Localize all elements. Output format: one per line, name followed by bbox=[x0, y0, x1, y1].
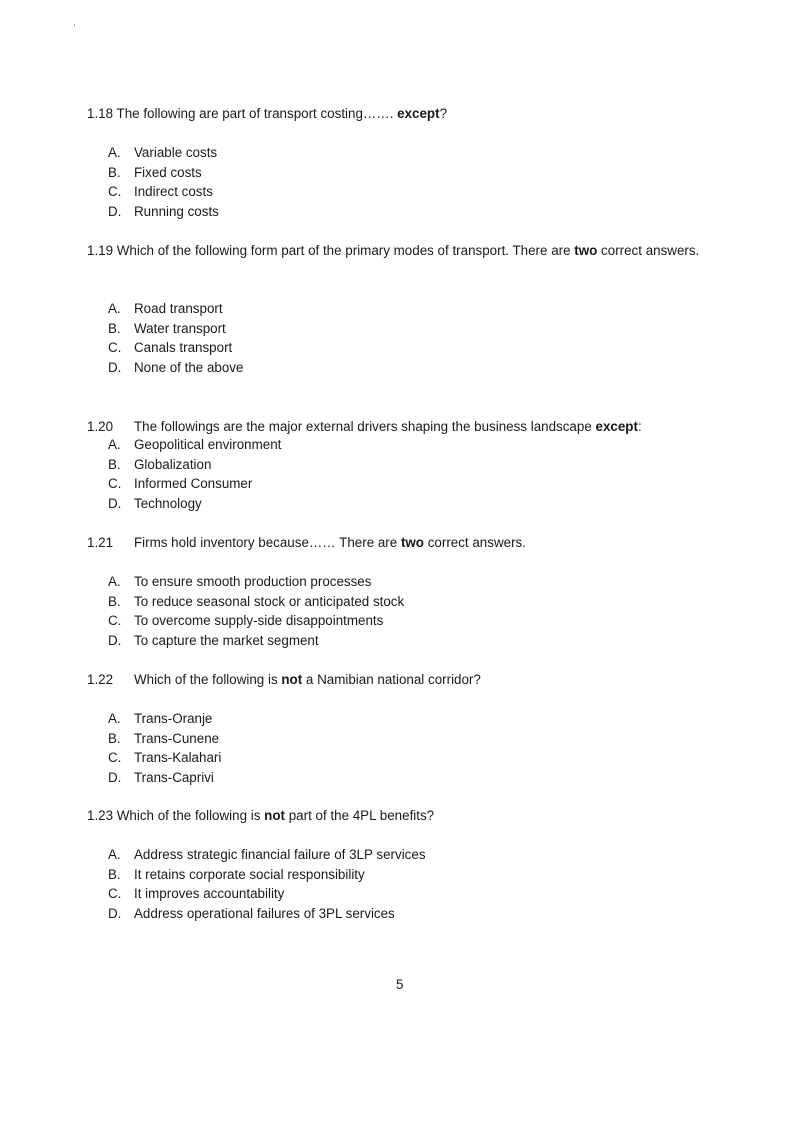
option-text: Informed Consumer bbox=[134, 476, 253, 491]
question-text: Which of the following is bbox=[134, 672, 282, 687]
option-item bbox=[108, 202, 219, 222]
option-letter: C. bbox=[108, 476, 122, 491]
question-1-20 bbox=[87, 417, 723, 437]
option-letter: B. bbox=[108, 866, 121, 882]
option-item bbox=[108, 865, 426, 885]
option-letter: B. bbox=[108, 320, 121, 336]
question-text: Firms hold inventory because…… There are bbox=[134, 535, 401, 550]
question-emphasis: two bbox=[574, 243, 598, 258]
option-list bbox=[108, 572, 404, 650]
option-letter: B. bbox=[108, 164, 121, 180]
option-text: To reduce seasonal stock or anticipated stock bbox=[134, 593, 405, 609]
option-letter: C. bbox=[108, 184, 122, 199]
option-item bbox=[108, 474, 281, 494]
option-text: It retains corporate social responsibility bbox=[134, 866, 365, 882]
option-text: Technology bbox=[134, 495, 202, 511]
option-item bbox=[108, 592, 404, 612]
option-list bbox=[108, 709, 221, 787]
question-number: 1.18 bbox=[87, 106, 114, 121]
question-text: ? bbox=[439, 106, 448, 121]
option-item bbox=[108, 709, 221, 729]
option-text: Trans-Kalahari bbox=[134, 750, 222, 765]
option-letter: B. bbox=[108, 456, 121, 472]
option-item bbox=[108, 299, 243, 319]
option-item bbox=[108, 845, 426, 865]
question-text: : bbox=[637, 419, 642, 434]
option-letter: D. bbox=[108, 203, 122, 219]
question-number: 1.22 bbox=[87, 672, 114, 687]
question-text: The following are part of transport costing……. bbox=[116, 106, 398, 121]
option-letter: C. bbox=[108, 340, 122, 355]
question-text: part of the 4PL benefits? bbox=[285, 808, 435, 823]
option-item bbox=[108, 748, 221, 768]
question-1-23 bbox=[87, 806, 723, 826]
option-text: Running costs bbox=[134, 203, 219, 219]
option-text: To ensure smooth production processes bbox=[134, 574, 372, 589]
option-letter: A. bbox=[108, 437, 121, 452]
option-letter: B. bbox=[108, 730, 121, 746]
option-letter: D. bbox=[108, 495, 122, 511]
question-text: correct answers. bbox=[424, 535, 526, 550]
option-letter: A. bbox=[108, 301, 121, 316]
question-emphasis: except bbox=[595, 419, 638, 434]
option-letter: A. bbox=[108, 847, 121, 862]
option-text: To capture the market segment bbox=[134, 632, 319, 648]
option-text: Trans-Caprivi bbox=[134, 769, 214, 785]
question-1-22 bbox=[87, 670, 723, 690]
option-text: Water transport bbox=[134, 320, 226, 336]
option-letter: C. bbox=[108, 750, 122, 765]
option-item bbox=[108, 572, 404, 592]
option-item bbox=[108, 163, 219, 183]
option-item bbox=[108, 611, 404, 631]
option-letter: D. bbox=[108, 359, 122, 375]
option-text: Trans-Oranje bbox=[134, 711, 213, 726]
option-text: Canals transport bbox=[134, 340, 233, 355]
question-emphasis: not bbox=[264, 808, 285, 823]
option-item bbox=[108, 904, 426, 924]
option-list bbox=[108, 845, 426, 923]
option-text: Geopolitical environment bbox=[134, 437, 282, 452]
option-letter: D. bbox=[108, 769, 122, 785]
option-letter: A. bbox=[108, 711, 121, 726]
option-text: Road transport bbox=[134, 301, 223, 316]
option-text: Variable costs bbox=[134, 145, 218, 160]
question-emphasis: two bbox=[400, 535, 424, 550]
option-text: Globalization bbox=[134, 456, 212, 472]
option-item bbox=[108, 729, 221, 749]
option-text: Trans-Cunene bbox=[134, 730, 220, 746]
question-emphasis: except bbox=[397, 106, 440, 121]
question-text: Which of the following is bbox=[116, 808, 265, 823]
option-text: It improves accountability bbox=[134, 886, 285, 901]
option-item bbox=[108, 884, 426, 904]
option-item bbox=[108, 182, 219, 202]
scan-speck bbox=[74, 24, 75, 26]
option-letter: D. bbox=[108, 632, 122, 648]
option-item bbox=[108, 631, 404, 651]
option-letter: D. bbox=[108, 905, 122, 921]
option-item bbox=[108, 319, 243, 339]
option-item bbox=[108, 358, 243, 378]
option-text: Fixed costs bbox=[134, 164, 202, 180]
option-text: To overcome supply-side disappointments bbox=[134, 613, 384, 628]
option-letter: A. bbox=[108, 145, 121, 160]
option-item bbox=[108, 435, 281, 455]
option-letter: C. bbox=[108, 613, 122, 628]
option-item bbox=[108, 494, 281, 514]
option-text: Address operational failures of 3PL services bbox=[134, 905, 395, 921]
question-number: 1.21 bbox=[87, 535, 114, 550]
option-item bbox=[108, 768, 221, 788]
question-number: 1.19 bbox=[87, 243, 114, 258]
option-item bbox=[108, 143, 219, 163]
option-list bbox=[108, 143, 219, 221]
option-list bbox=[108, 299, 243, 377]
option-text: Address strategic financial failure of 3LP services bbox=[134, 847, 426, 862]
page-number: 5 bbox=[396, 977, 404, 992]
option-letter: A. bbox=[108, 574, 121, 589]
question-text: Which of the following form part of the primary modes of transport. There are bbox=[116, 243, 575, 258]
question-1-18 bbox=[87, 104, 723, 124]
question-1-21 bbox=[87, 533, 723, 553]
question-number: 1.20 bbox=[87, 419, 114, 434]
question-text: correct answers. bbox=[597, 243, 700, 258]
option-text: None of the above bbox=[134, 359, 244, 375]
question-1-19 bbox=[87, 241, 723, 261]
option-list bbox=[108, 435, 281, 513]
question-text: The followings are the major external drivers shaping the business landscape bbox=[134, 419, 596, 434]
question-text: a Namibian national corridor? bbox=[302, 672, 481, 687]
option-text: Indirect costs bbox=[134, 184, 213, 199]
option-item bbox=[108, 338, 243, 358]
question-number: 1.23 bbox=[87, 808, 114, 823]
option-item bbox=[108, 455, 281, 475]
option-letter: B. bbox=[108, 593, 121, 609]
option-letter: C. bbox=[108, 886, 122, 901]
question-emphasis: not bbox=[281, 672, 303, 687]
